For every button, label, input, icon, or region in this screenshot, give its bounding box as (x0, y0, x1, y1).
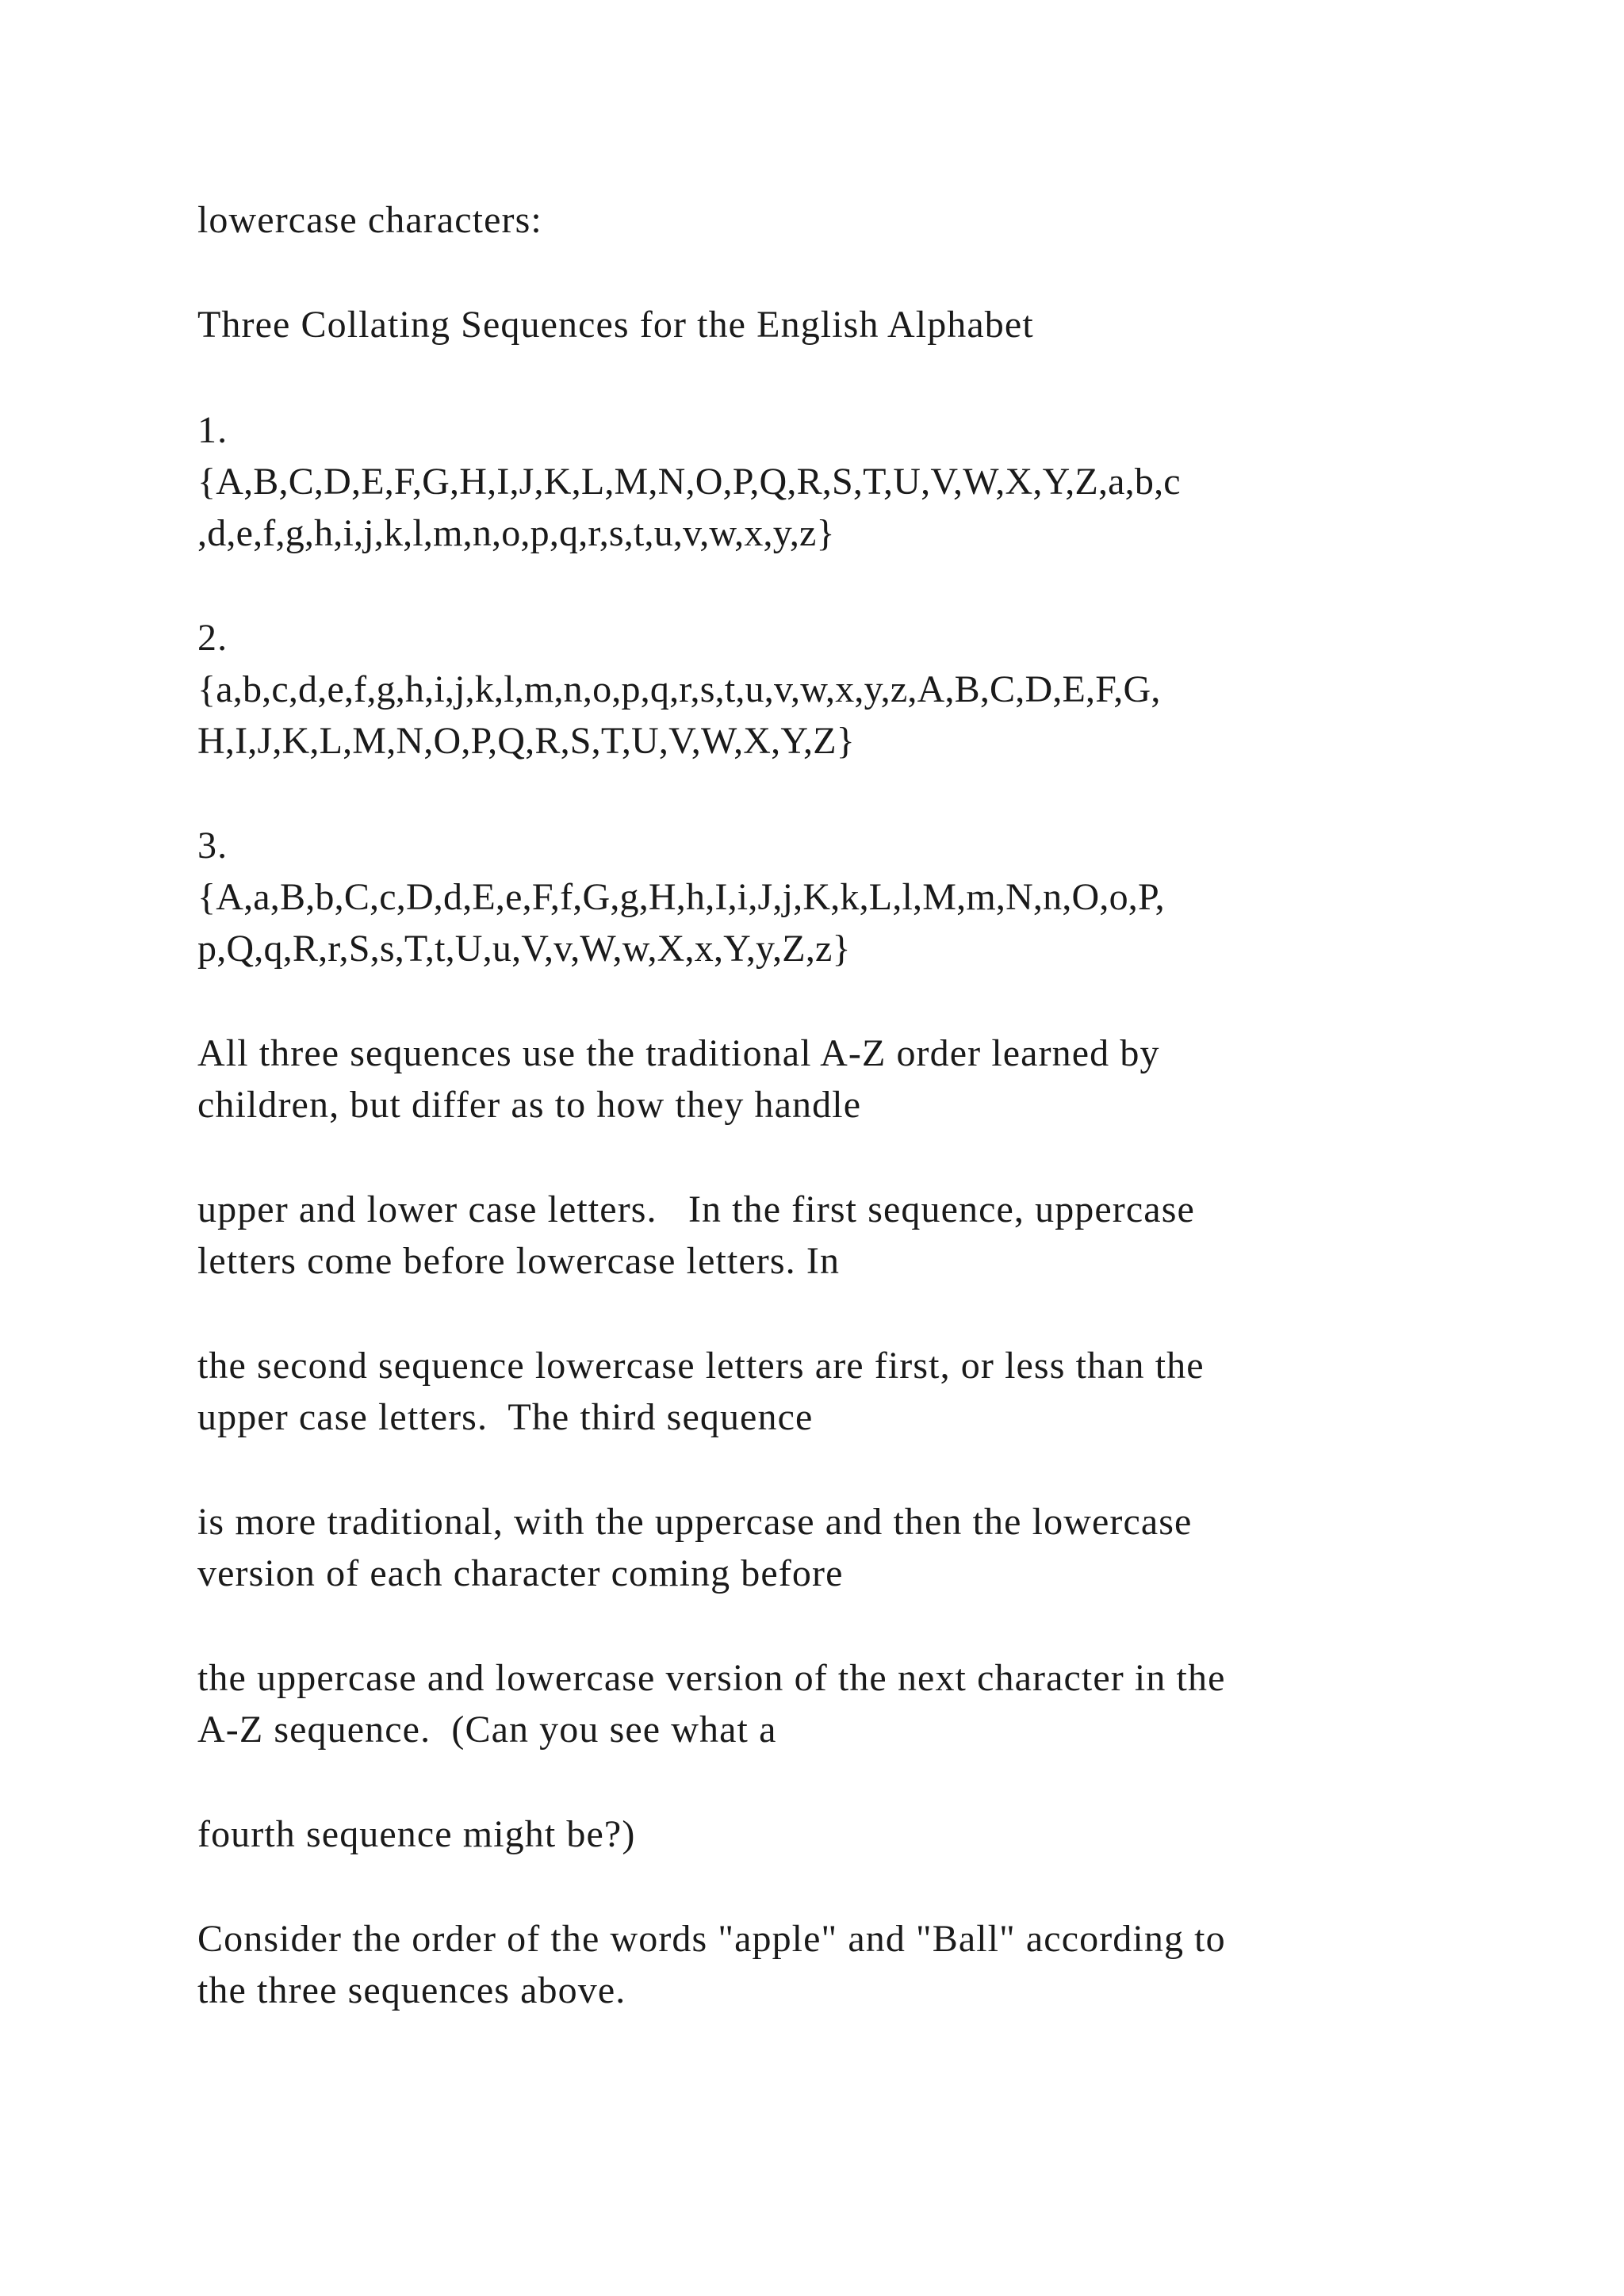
paragraph-3-line-2: upper case letters. The third sequence (197, 1396, 814, 1438)
sequence-2-line-2: H,I,J,K,L,M,N,O,P,Q,R,S,T,U,V,W,X,Y,Z} (197, 720, 855, 762)
sequence-2-number: 2. (197, 617, 228, 659)
paragraph-4-line-1: is more traditional, with the uppercase and then the lowercase (197, 1501, 1193, 1543)
sequence-1-line-1: {A,B,C,D,E,F,G,H,I,J,K,L,M,N,O,P,Q,R,S,T,U,V,W,X,Y,Z,a,b,c (197, 461, 1181, 503)
section-heading: Three Collating Sequences for the English Alphabet (197, 304, 1034, 346)
intro-fragment: lowercase characters: (197, 199, 542, 241)
sequence-3-number: 3. (197, 825, 228, 867)
sequence-2-line-1: {a,b,c,d,e,f,g,h,i,j,k,l,m,n,o,p,q,r,s,t,u,v,w,x,y,z,A,B,C,D,E,F,G, (197, 668, 1161, 710)
paragraph-5-line-2: A-Z sequence. (Can you see what a (197, 1709, 777, 1751)
paragraph-5-line-1: the uppercase and lowercase version of the next character in the (197, 1657, 1226, 1699)
sequence-3-line-2: p,Q,q,R,r,S,s,T,t,U,u,V,v,W,w,X,x,Y,y,Z,z} (197, 928, 851, 970)
sequence-1-line-2: ,d,e,f,g,h,i,j,k,l,m,n,o,p,q,r,s,t,u,v,w,x,y,z} (197, 512, 835, 554)
paragraph-3-line-1: the second sequence lowercase letters are first, or less than the (197, 1345, 1205, 1387)
paragraph-1-line-1: All three sequences use the traditional A-Z order learned by (197, 1032, 1160, 1074)
paragraph-6-line-1: fourth sequence might be?) (197, 1813, 636, 1855)
paragraph-4-line-2: version of each character coming before (197, 1552, 844, 1594)
paragraph-1-line-2: children, but differ as to how they handle (197, 1084, 862, 1126)
paragraph-2-line-2: letters come before lowercase letters. In (197, 1240, 841, 1282)
paragraph-7-line-1: Consider the order of the words "apple" and "Ball" according to (197, 1918, 1226, 1960)
paragraph-2-line-1: upper and lower case letters. In the first sequence, uppercase (197, 1188, 1195, 1230)
sequence-1-number: 1. (197, 409, 228, 451)
paragraph-7-line-2: the three sequences above. (197, 1969, 626, 2011)
sequence-3-line-1: {A,a,B,b,C,c,D,d,E,e,F,f,G,g,H,h,I,i,J,j,K,k,L,l,M,m,N,n,O,o,P, (197, 876, 1165, 918)
